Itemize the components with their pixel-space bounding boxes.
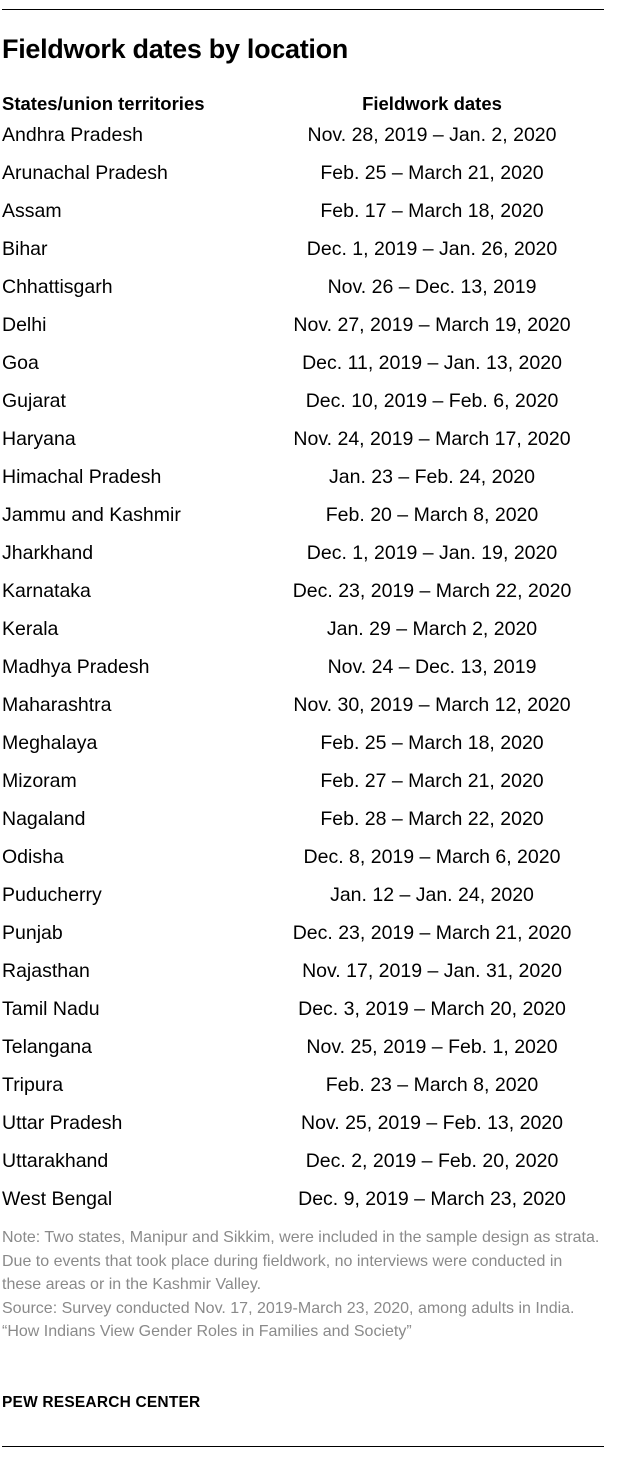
source-text: Source: Survey conducted Nov. 17, 2019-March 23, 2020, among adults in India.: [2, 1299, 575, 1317]
location-cell: Jharkhand: [2, 541, 94, 564]
dates-cell: Feb. 25 – March 21, 2020: [320, 161, 544, 184]
location-cell: Karnataka: [2, 579, 91, 602]
dates-cell: Nov. 25, 2019 – Feb. 1, 2020: [306, 1035, 558, 1058]
brand-logo-text: PEW RESEARCH CENTER: [2, 1394, 201, 1411]
table-row: [2, 952, 606, 990]
dates-cell: Feb. 20 – March 8, 2020: [325, 503, 539, 526]
table-row: [2, 876, 606, 914]
location-cell: Bihar: [2, 237, 48, 260]
location-column-header: States/union territories: [2, 93, 205, 114]
dates-cell: Dec. 10, 2019 – Feb. 6, 2020: [305, 389, 559, 412]
top-rule: [2, 9, 604, 10]
table-row: [2, 382, 606, 420]
location-cell: Maharashtra: [2, 693, 112, 716]
table-body: [2, 116, 606, 1218]
table-row: [2, 762, 606, 800]
table-row: [2, 838, 606, 876]
location-cell: Kerala: [2, 617, 59, 640]
location-cell: Jammu and Kashmir: [2, 503, 181, 526]
table-row: [2, 572, 606, 610]
table-row: [2, 496, 606, 534]
dates-cell: Nov. 30, 2019 – March 12, 2020: [293, 693, 571, 716]
dates-cell: Dec. 9, 2019 – March 23, 2020: [298, 1187, 566, 1210]
notes-block: [2, 1226, 602, 1344]
table-row: [2, 192, 606, 230]
dates-cell: Feb. 25 – March 18, 2020: [320, 731, 544, 754]
dates-cell: Dec. 23, 2019 – March 22, 2020: [292, 579, 572, 602]
dates-cell: Nov. 26 – Dec. 13, 2019: [327, 275, 537, 298]
dates-cell: Dec. 1, 2019 – Jan. 26, 2020: [306, 237, 558, 260]
table-row: [2, 1142, 606, 1180]
bottom-rule: [2, 1446, 604, 1447]
table-row: [2, 154, 606, 192]
dates-cell: Dec. 3, 2019 – March 20, 2020: [298, 997, 566, 1020]
location-cell: Assam: [2, 199, 62, 222]
table-row: [2, 230, 606, 268]
location-cell: Tamil Nadu: [2, 997, 100, 1020]
dates-cell: Jan. 29 – March 2, 2020: [326, 617, 538, 640]
location-cell: Uttar Pradesh: [2, 1111, 123, 1134]
dates-cell: Feb. 27 – March 21, 2020: [320, 769, 544, 792]
table-row: [2, 1104, 606, 1142]
report-title: “How Indians View Gender Roles in Families and Society”: [2, 1323, 412, 1340]
dates-cell: Nov. 24 – Dec. 13, 2019: [327, 655, 537, 678]
location-cell: Odisha: [2, 845, 64, 868]
dates-cell: Jan. 12 – Jan. 24, 2020: [330, 883, 534, 906]
dates-cell: Feb. 23 – March 8, 2020: [325, 1073, 539, 1096]
location-cell: Uttarakhand: [2, 1149, 109, 1172]
table-header-row: [2, 90, 606, 118]
table-row: [2, 534, 606, 572]
table-row: [2, 1066, 606, 1104]
dates-cell: Dec. 2, 2019 – Feb. 20, 2020: [305, 1149, 559, 1172]
dates-cell: Dec. 1, 2019 – Jan. 19, 2020: [306, 541, 558, 564]
page-title: Fieldwork dates by location: [2, 34, 348, 64]
dates-cell: Nov. 27, 2019 – March 19, 2020: [293, 313, 571, 336]
dates-cell: Nov. 17, 2019 – Jan. 31, 2020: [302, 959, 562, 982]
table-row: [2, 800, 606, 838]
dates-cell: Nov. 24, 2019 – March 17, 2020: [293, 427, 571, 450]
dates-cell: Feb. 17 – March 18, 2020: [320, 199, 544, 222]
fieldwork-table: [2, 90, 606, 1218]
table-row: [2, 990, 606, 1028]
table-row: [2, 306, 606, 344]
dates-cell: Nov. 25, 2019 – Feb. 13, 2020: [301, 1111, 563, 1134]
note-text: Note: Two states, Manipur and Sikkim, were included in the sample design as strata. Due to events that took place during fieldwork, no interviews were conducted in these areas or in the Kashmir Valley.: [2, 1229, 600, 1293]
location-cell: West Bengal: [2, 1187, 113, 1210]
location-cell: Nagaland: [2, 807, 86, 830]
dates-cell: Feb. 28 – March 22, 2020: [320, 807, 544, 830]
location-cell: Goa: [2, 351, 39, 374]
dates-cell: Nov. 28, 2019 – Jan. 2, 2020: [307, 123, 557, 146]
dates-cell: Jan. 23 – Feb. 24, 2020: [329, 465, 535, 488]
table-row: [2, 914, 606, 952]
location-cell: Delhi: [2, 313, 47, 336]
table-row: [2, 724, 606, 762]
table-row: [2, 458, 606, 496]
location-cell: Andhra Pradesh: [2, 123, 143, 146]
location-cell: Puducherry: [2, 883, 102, 906]
location-cell: Rajasthan: [2, 959, 90, 982]
location-cell: Telangana: [2, 1035, 92, 1058]
table-row: [2, 344, 606, 382]
location-cell: Haryana: [2, 427, 76, 450]
location-cell: Arunachal Pradesh: [2, 161, 168, 184]
table-row: [2, 648, 606, 686]
table-row: [2, 1180, 606, 1218]
location-cell: Gujarat: [2, 389, 66, 412]
table-row: [2, 686, 606, 724]
dates-column-header: Fieldwork dates: [362, 93, 502, 114]
location-cell: Himachal Pradesh: [2, 465, 162, 488]
location-cell: Madhya Pradesh: [2, 655, 150, 678]
location-cell: Chhattisgarh: [2, 275, 113, 298]
location-cell: Meghalaya: [2, 731, 98, 754]
location-cell: Punjab: [2, 921, 63, 944]
location-cell: Mizoram: [2, 769, 77, 792]
table-row: [2, 1028, 606, 1066]
table-row: [2, 268, 606, 306]
table-row: [2, 420, 606, 458]
dates-cell: Dec. 8, 2019 – March 6, 2020: [303, 845, 561, 868]
location-cell: Tripura: [2, 1073, 64, 1096]
table-row: [2, 116, 606, 154]
dates-cell: Dec. 11, 2019 – Jan. 13, 2020: [302, 351, 562, 374]
dates-cell: Dec. 23, 2019 – March 21, 2020: [292, 921, 572, 944]
table-row: [2, 610, 606, 648]
